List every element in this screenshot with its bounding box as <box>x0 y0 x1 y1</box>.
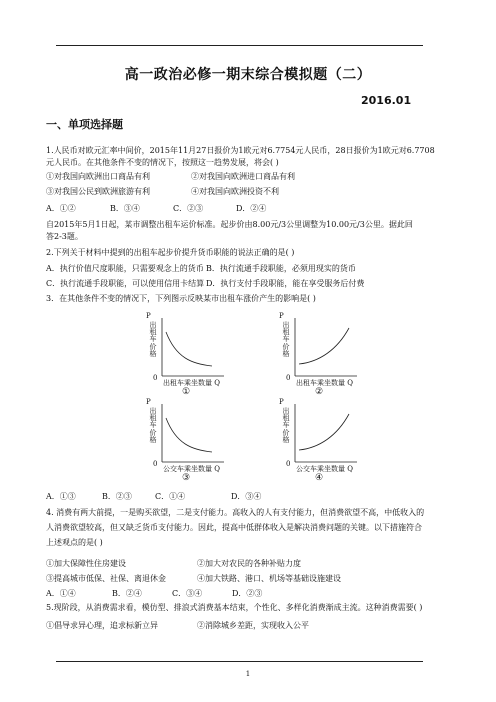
q4-stem-line2: 人消费欲望较高，但又缺乏货币支付能力。因此，提高中低群体收入是解决消费问题的关键。以下措施符合 <box>46 523 422 532</box>
material-line2: 答2-3题。 <box>46 232 83 241</box>
q1-stem-line2: 元人民币。在其他条件不变的情况下，按照这一趋势发展，将会( ) <box>46 158 279 167</box>
origin-label: 0 <box>286 460 291 468</box>
curve-increasing <box>299 328 349 364</box>
origin-label: 0 <box>153 460 158 468</box>
price-axis-symbol: P <box>146 398 151 406</box>
q2-option-b: B．执行流通手段职能，必须用现实的货币 <box>206 264 356 273</box>
page-number: 1 <box>245 670 251 678</box>
q3-graph-3 <box>146 398 270 483</box>
y-axis-label: 出租车价格 <box>149 407 157 444</box>
q1-option-1: ①对我国向欧洲出口商品有利 <box>46 172 150 181</box>
q4-answer-d: D．②③ <box>232 589 263 598</box>
q1-option-3: ③对我国公民到欧洲旅游有利 <box>46 187 150 196</box>
q3-answer-b: B．②③ <box>102 492 132 501</box>
q4-answer-c: C．③④ <box>172 589 203 598</box>
graph-number: ① <box>182 387 191 397</box>
price-axis-symbol: P <box>279 398 284 406</box>
x-axis-label: 出租车乘坐数量 Q <box>163 379 220 387</box>
q2-option-a: A．执行价值尺度职能，只需要观念上的货币 <box>46 264 204 273</box>
q1-answer-d: D．②④ <box>236 204 267 213</box>
q4-option-2: ②加大对农民的各种补贴力度 <box>197 559 301 568</box>
origin-label: 0 <box>153 374 158 382</box>
q3-graph-2-plot <box>283 316 373 380</box>
q3-answer-a: A．①③ <box>46 492 76 501</box>
q3-stem: 3．在其他条件不变的情况下，下列图示反映某市出租车涨价产生的影响是( ) <box>46 294 316 303</box>
q3-graph-1 <box>146 312 270 397</box>
q1-stem-line1: 1.人民币对欧元汇率中间价，2015年11月27日报价为1欧元对6.7754元人民币，28日报价为1欧元对6.7708 <box>46 146 435 155</box>
document-title: 高一政治必修一期末综合模拟题（二） <box>124 67 372 83</box>
y-axis-label: 出租车价格 <box>282 321 290 358</box>
x-axis-label: 公交车乘坐数量 Q <box>163 465 220 473</box>
q3-graph-1-plot <box>150 316 240 380</box>
q1-answer-c: C．②③ <box>173 204 204 213</box>
q4-answer-a: A．①④ <box>46 589 76 598</box>
q1-option-4: ④对我国向欧洲投资不利 <box>191 187 279 196</box>
material-line1: 自2015年5月1日起，某市调整出租车运价标准。起步价由8.00元/3公里调整为10.00元/3公里。据此回 <box>46 220 413 229</box>
q3-graph-4-plot <box>283 402 373 466</box>
x-axis-label: 出租车乘坐数量 Q <box>296 379 353 387</box>
header-rule <box>56 45 423 46</box>
price-axis-symbol: P <box>146 312 151 320</box>
graph-number: ④ <box>315 473 324 483</box>
q5-option-1: ①倡导求异心理，追求标新立异 <box>46 621 158 630</box>
q2-stem: 2.下列关于材料中提到的出租车起步价提升货币职能的说法正确的是( ) <box>46 248 295 257</box>
graph-number: ③ <box>182 473 191 483</box>
q4-stem-line1: 4. 消费有两大前提，一是购买欲望，二是支付能力。高收入的人有支付能力，但消费欲望不高，中低收入的 <box>46 508 425 517</box>
q2-option-d: D．执行支付手段职能，能在享受服务后付费 <box>206 279 365 288</box>
q1-answer-b: B．③④ <box>110 204 140 213</box>
y-axis-label: 出租车价格 <box>149 321 157 358</box>
section-heading: 一、单项选择题 <box>46 118 123 131</box>
price-axis-symbol: P <box>279 312 284 320</box>
y-axis-label: 出租车价格 <box>282 407 290 444</box>
curve-decreasing <box>166 418 212 452</box>
curve-decreasing <box>166 332 212 366</box>
q1-answer-a: A．①② <box>46 204 76 213</box>
q2-option-c: C．执行流通手段职能，可以使用信用卡结算 <box>46 279 205 288</box>
q5-option-2: ②消除城乡差距，实现收入公平 <box>197 621 309 630</box>
document-date: 2016.01 <box>361 94 412 107</box>
curve-increasing <box>299 414 349 450</box>
q5-stem-line1: 5.现阶段，从消费需求看，模仿型、排浪式消费基本结束，个性化、多样化消费渐成主流。这种消费需要( ) <box>46 603 423 612</box>
x-axis-label: 公交车乘坐数量 Q <box>296 465 353 473</box>
q3-graph-3-plot <box>150 402 240 466</box>
footer-rule <box>56 661 423 662</box>
q3-graph-4 <box>279 398 403 483</box>
graph-number: ② <box>315 387 324 397</box>
q4-option-3: ③提高城市低保、社保、离退休金 <box>46 574 166 583</box>
q1-option-2: ②对我国向欧洲进口商品有利 <box>191 172 295 181</box>
q4-stem-line3: 上述观点的是( ) <box>46 538 103 547</box>
q4-answer-b: B．②④ <box>112 589 142 598</box>
q3-answer-c: C．①④ <box>155 492 186 501</box>
q3-answer-d: D．③④ <box>231 492 262 501</box>
origin-label: 0 <box>286 374 291 382</box>
q3-graph-2 <box>279 312 403 397</box>
q4-option-4: ④加大铁路、港口、机场等基础设施建设 <box>197 574 341 583</box>
q4-option-1: ①加大保障性住房建设 <box>46 559 126 568</box>
